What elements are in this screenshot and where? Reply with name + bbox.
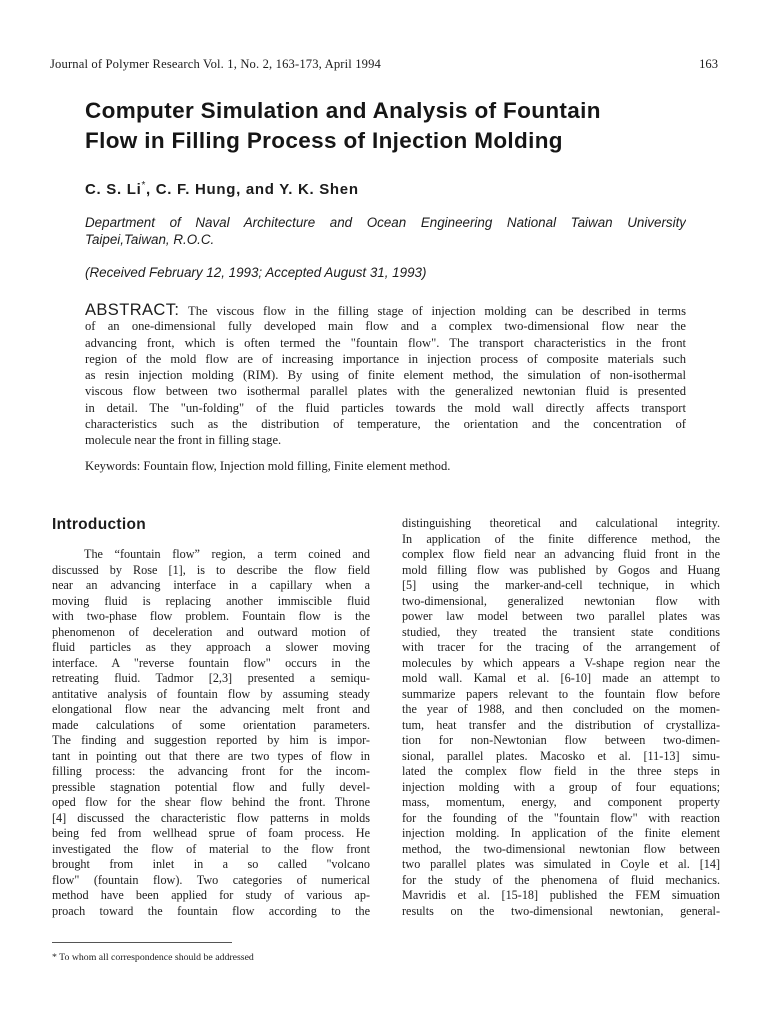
body-text-line: mold wall. Kamal et al. [6-10] made an attempt to: [402, 671, 720, 686]
abstract-line: in detail. The "un-folding" of the fluid particles towards the mold wall directly affects transport: [85, 400, 686, 415]
section-heading-introduction: Introduction: [52, 516, 146, 533]
body-text-line: near an advancing interface in a capillary when a: [52, 578, 370, 593]
body-text-line: made calculations of some orientation parameters.: [52, 717, 370, 732]
body-text-line: elongational flow near the advancing melt front and: [52, 702, 370, 717]
body-text-line: studied, they treated the transient state conditions: [402, 624, 720, 639]
abstract-line: region of the mold flow are of increasing importance in injection process of composite materials such: [85, 351, 686, 366]
left-column: [52, 547, 370, 919]
right-column: [402, 516, 720, 919]
body-text-line: antitative analysis of fountain flow by assuming steady: [52, 686, 370, 701]
body-text-line: discussed by Rose [1], is to describe the flow field: [52, 562, 370, 577]
body-text-line: sional, parallel plates. Macosko et al. [11-13] simu-: [402, 748, 720, 763]
body-text-line: Mavridis et al. [15-18] published the FEM simuation: [402, 888, 720, 903]
affiliation: [85, 214, 686, 248]
author-name: C. S. Li: [85, 181, 142, 198]
body-text-line: flow" (fountain flow). Two categories of numerical: [52, 872, 370, 887]
title-line: Flow in Filling Process of Injection Molding: [85, 128, 563, 153]
abstract-line-text: The viscous flow in the filling stage of injection molding can be described in terms: [188, 304, 686, 318]
body-text-line: method, the two-dimensional newtonian flow between: [402, 841, 720, 856]
body-text-line: the year of 1988, and then concluded on the momen-: [402, 702, 720, 717]
body-text-line: oped flow for the shear flow behind the front. Throne: [52, 795, 370, 810]
body-text-line: [4] discussed the characteristic flow patterns in molds: [52, 810, 370, 825]
body-text-line: mold filling flow was published by Gogos and Huang: [402, 562, 720, 577]
body-text-line: with two-phase flow problem. Fountain flow is the: [52, 609, 370, 624]
author-list: [85, 181, 359, 198]
body-text-line: power law model between two parallel plates was: [402, 609, 720, 624]
abstract: [85, 302, 686, 449]
body-text-line: interface. A "reverse fountain flow" occurs in the: [52, 655, 370, 670]
body-text-line: moving fluid is replacing another immiscible fluid: [52, 593, 370, 608]
affiliation-line: Department of Naval Architecture and Ocean Engineering National Taiwan University: [85, 215, 686, 230]
body-text-line: pressible stagnation potential flow and fully devel-: [52, 779, 370, 794]
body-text-line: method have been applied for study of various ap-: [52, 888, 370, 903]
body-text-line: injection molding. In application of the finite element: [402, 826, 720, 841]
abstract-line: of an one-dimensional fully developed main flow and a complex two-dimensional flow near the: [85, 319, 686, 334]
received-dates: (Received February 12, 1993; Accepted August 31, 1993): [85, 265, 427, 280]
body-text-line: with tracer for the tracing of the arrangement of: [402, 640, 720, 655]
body-text-line: tum, heat transfer and the distribution of crystalliza-: [402, 717, 720, 732]
body-text-line: phenomenon of deceleration and outward motion of: [52, 624, 370, 639]
abstract-line: advancing front, which is often termed the "fountain flow". The transport characteristics in the front: [85, 335, 686, 350]
body-text-line: brought from inlet in a so called "volcano: [52, 857, 370, 872]
body-text-line: molecules by which appears a V-shape region near the: [402, 655, 720, 670]
body-text-line: summarize papers relevant to the fountain flow before: [402, 686, 720, 701]
body-text-line: investigated the flow of material to the flow front: [52, 841, 370, 856]
body-text-line: filling process: the advancing front for the incom-: [52, 764, 370, 779]
body-text-line: tant in pointing out that there are two types of flow in: [52, 748, 370, 763]
page-number: 163: [699, 57, 718, 71]
title-line: Computer Simulation and Analysis of Fountain: [85, 98, 601, 123]
body-text-line: tion for non-Newtonian flow between two-dimen-: [402, 733, 720, 748]
body-text-line: two-dimensional, generalized newtonian flow with: [402, 593, 720, 608]
author-names-rest: , C. F. Hung, and Y. K. Shen: [146, 181, 359, 198]
abstract-label: ABSTRACT:: [85, 302, 180, 319]
footnote-divider: [52, 942, 232, 943]
body-text-line: lated the complex flow field in the three steps in: [402, 764, 720, 779]
body-text-line: results on the two-dimensional newtonian, general-: [402, 903, 720, 918]
body-text-line: The “fountain flow” region, a term coined and: [84, 547, 370, 561]
affiliation-line: Taipei,Taiwan, R.O.C.: [85, 232, 215, 247]
footnote: * To whom all correspondence should be addressed: [52, 952, 254, 963]
body-text-line: for the founding of the "fountain flow" with reaction: [402, 810, 720, 825]
keywords: Keywords: Fountain flow, Injection mold filling, Finite element method.: [85, 459, 451, 473]
abstract-line: viscous flow between two isothermal parallel plates with the generalized newtonian fluid is presented: [85, 384, 686, 399]
abstract-line: molecule near the front in filling stage.: [85, 433, 282, 448]
body-text-line: injection molding with a group of four equations;: [402, 779, 720, 794]
body-text-line: fluid particles as they approach a slower moving: [52, 640, 370, 655]
body-text-line: distinguishing theoretical and calculational integrity.: [402, 516, 720, 530]
body-text-line: mass, momentum, energy, and component property: [402, 795, 720, 810]
body-text-line: retreating fluid. Tadmor [2,3] presented a semiqu-: [52, 671, 370, 686]
body-text-line: being fed from wellhead sprue of foam process. He: [52, 826, 370, 841]
journal-header: Journal of Polymer Research Vol. 1, No. 2, 163-173, April 1994: [50, 57, 381, 71]
body-text-line: two parallel plates was simulated in Coyle et al. [14]: [402, 857, 720, 872]
paper-title: [85, 96, 705, 156]
author-footnote-mark: *: [141, 180, 147, 191]
abstract-line: as resin injection molding (RIM). By using of finite element method, the simulation of non-isothermal: [85, 368, 686, 383]
body-text-line: The finding and suggestion reported by him is impor-: [52, 733, 370, 748]
abstract-line: [85, 302, 686, 318]
body-text-line: [5] using the marker-and-cell technique, in which: [402, 578, 720, 593]
body-text-line: for the study of the phenomena of fluid mechanics.: [402, 872, 720, 887]
body-text-line: proach toward the fountain flow according to the: [52, 903, 370, 918]
body-text-line: complex flow field near an advancing fluid front in the: [402, 547, 720, 562]
abstract-line: characteristics such as the distribution of temperature, the orientation and the concentration of: [85, 417, 686, 432]
body-text-line: In application of the finite difference method, the: [402, 531, 720, 546]
